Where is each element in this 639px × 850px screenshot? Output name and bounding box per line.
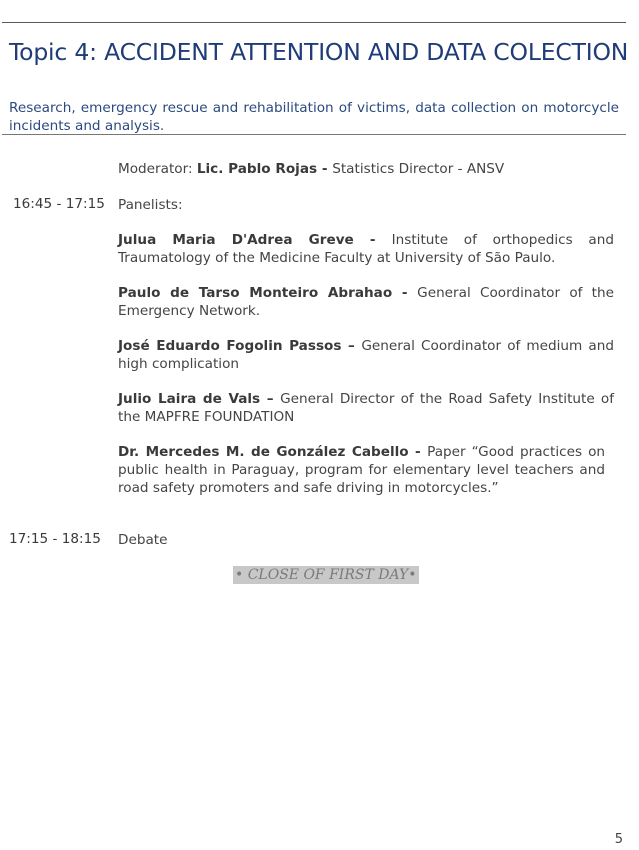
panelist-role: General Coordinator of medium and high complication bbox=[118, 338, 614, 372]
topic-title: Topic 4: ACCIDENT ATTENTION AND DATA COLECTION bbox=[9, 38, 629, 66]
debate-label: Debate bbox=[118, 532, 168, 548]
panelist-entry bbox=[118, 284, 614, 320]
panelist-name: José Eduardo Fogolin Passos – bbox=[118, 338, 362, 354]
panelist-entry bbox=[118, 337, 614, 373]
panelist-name: Paulo de Tarso Monteiro Abrahao - bbox=[118, 285, 418, 301]
topic-description: Research, emergency rescue and rehabilitation of victims, data collection on motorcycle incidents and analysis. bbox=[9, 100, 619, 134]
panelist-name: Dr. Mercedes M. de González Cabello - bbox=[118, 444, 428, 460]
panelist-role: General Director of the Road Safety Institute of the MAPFRE FOUNDATION bbox=[118, 391, 614, 425]
panelist-role: Paper “Good practices on public health in Paraguay, program for elementary level teachers and road safety promoters and safe driving in motorcycles.” bbox=[118, 444, 606, 496]
moderator-role: Statistics Director - ANSV bbox=[332, 161, 505, 177]
close-of-day-banner: • CLOSE OF FIRST DAY• bbox=[235, 567, 417, 583]
description-divider bbox=[2, 134, 626, 135]
debate-session-time: 17:15 - 18:15 bbox=[9, 531, 101, 547]
moderator-name: Lic. Pablo Rojas - bbox=[196, 161, 333, 177]
panelist-entry bbox=[118, 231, 614, 267]
panelist-name: Julio Laira de Vals – bbox=[118, 391, 281, 407]
top-divider bbox=[2, 22, 626, 23]
panelist-name: Julua Maria D'Adrea Greve - bbox=[118, 232, 392, 248]
page-number: 5 bbox=[614, 832, 623, 847]
panel-session-time: 16:45 - 17:15 bbox=[13, 196, 105, 212]
moderator-line bbox=[118, 160, 614, 178]
panelist-role: General Coordinator of the Emergency Network. bbox=[118, 285, 614, 319]
panelists-label: Panelists: bbox=[118, 197, 183, 213]
moderator-label: Moderator: bbox=[118, 161, 197, 177]
panelist-role: Institute of orthopedics and Traumatology of the Medicine Faculty at University of São Paulo. bbox=[118, 232, 614, 266]
panelist-entry bbox=[118, 443, 605, 497]
panelist-entry bbox=[118, 390, 614, 426]
